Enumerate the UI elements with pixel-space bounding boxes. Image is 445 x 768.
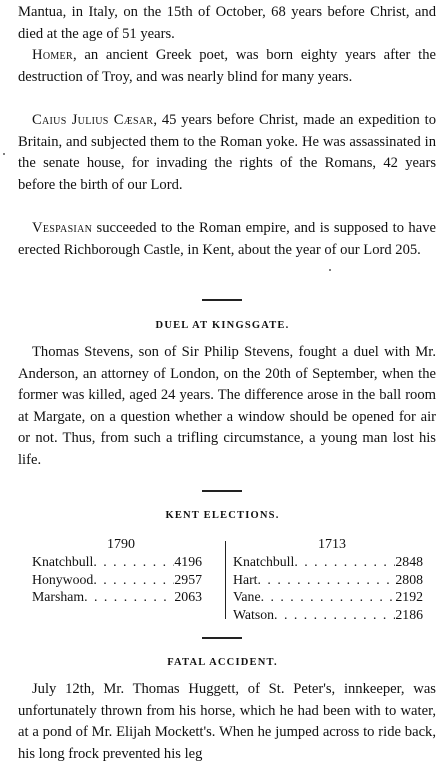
duel-paragraph	[18, 342, 436, 472]
homer-name: Homer	[32, 47, 73, 63]
elections-1713-column	[233, 537, 423, 623]
year-1713: 1713	[318, 537, 346, 552]
continuation-paragraph	[18, 2, 436, 45]
candidate-name: Hart	[233, 571, 258, 587]
duel-text: Thomas Stevens, son of Sir Philip Stevens, fought a duel with Mr. Anderson, an attorney of London, on the 20th of September, when the former was killed, aged 24 years. The difference arose in the ball room at Margate, on a question whether a window should be opened for air or not. Thus, from such a trifling circumstance, a young man lost his life.	[18, 344, 436, 468]
election-entry	[233, 571, 423, 589]
print-speck	[3, 153, 5, 155]
candidate-name: Watson	[233, 606, 275, 622]
leader-dots	[93, 571, 174, 589]
candidate-name: Vane	[233, 589, 261, 604]
leader-dots	[84, 588, 174, 606]
duel-heading: DUEL AT KINGSGATE.	[155, 320, 290, 331]
year-1790: 1790	[107, 537, 135, 552]
candidate-votes: 2848	[395, 554, 423, 569]
leader-dots	[258, 571, 396, 589]
accident-paragraph	[18, 679, 436, 768]
elections-1790-column	[32, 537, 202, 606]
section-divider	[202, 637, 242, 639]
leader-dots	[274, 606, 395, 624]
candidate-votes: 2186	[395, 606, 423, 622]
elections-table	[32, 537, 432, 622]
election-entry	[32, 571, 202, 589]
continuation-text: Mantua, in Italy, on the 15th of October, 68 years before Christ, and died at the age of 51 years.	[18, 4, 436, 42]
candidate-name: Honywood	[32, 571, 94, 587]
candidate-name: Knatchbull	[32, 554, 94, 569]
election-entry	[233, 553, 423, 571]
vespasian-name: Vespasian	[32, 220, 93, 236]
candidate-votes: 2957	[174, 571, 202, 587]
caesar-name: Caius Julius Cæsar	[32, 112, 154, 128]
caesar-text: , 45 years before Christ, made an expedition to Britain, and subjected them to the Roman yoke. He was assassinated in the senate house, for invading the rights of the Romans, 42 years before the birth of our Lord.	[18, 112, 436, 193]
election-entry	[32, 588, 202, 606]
vespasian-text: succeeded to the Roman empire, and is supposed to have erected Richborough Castle, in Kent, about the year of our Lord 205.	[18, 220, 436, 258]
accident-text: July 12th, Mr. Thomas Huggett, of St. Peter's, innkeeper, was unfortunately thrown from his horse, which he had been with to water, at a pond of Mr. Elijah Mockett's. When he jumped across to ride back, his long frock prevented his leg	[18, 681, 436, 762]
candidate-votes: 4196	[174, 554, 202, 569]
vespasian-paragraph	[18, 218, 436, 261]
candidate-votes: 2808	[395, 571, 423, 587]
candidate-votes: 2063	[174, 589, 202, 604]
elections-heading: KENT ELECTIONS.	[165, 510, 280, 521]
accident-heading: FATAL ACCIDENT.	[167, 657, 278, 668]
candidate-name: Knatchbull	[233, 554, 295, 569]
print-speck	[329, 269, 331, 271]
leader-dots	[294, 553, 395, 571]
election-entry	[233, 588, 423, 606]
homer-paragraph	[18, 45, 436, 88]
leader-dots	[93, 553, 174, 571]
column-divider	[225, 541, 226, 619]
candidate-name: Marsham	[32, 589, 85, 604]
leader-dots	[261, 588, 396, 606]
caesar-paragraph	[18, 110, 436, 196]
section-divider	[202, 490, 242, 492]
homer-text: , an ancient Greek poet, was born eighty years after the destruction of Troy, and was nearly blind for many years.	[18, 47, 436, 85]
candidate-votes: 2192	[395, 589, 423, 604]
section-divider	[202, 299, 242, 301]
election-entry	[32, 553, 202, 571]
election-entry	[233, 606, 423, 624]
